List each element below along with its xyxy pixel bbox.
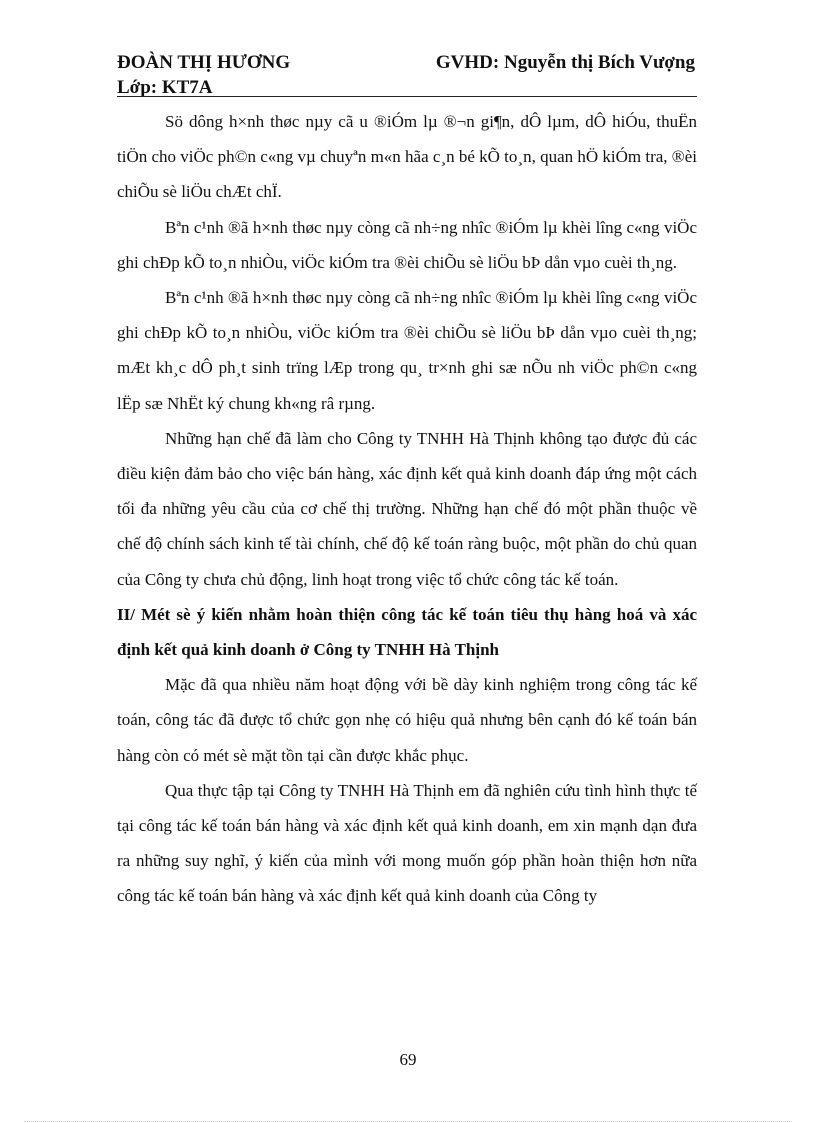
page-number: 69: [399, 1050, 417, 1069]
author-name: ĐOÀN THỊ HƯƠNG: [117, 52, 291, 73]
class-label: Lớp: KT7A: [117, 77, 213, 98]
paragraph: Bªn c¹nh ®ã h×nh thøc nµy còng cã nh÷ng nhîc ®iÓm lµ khèi lîng c«ng viÖc ghi chÐp kÕ to¸n nhiÒu, viÖc kiÓm tra ®èi chiÕu sè liÖu bÞ dån vµo cuèi th¸ng; mÆt kh¸c dÔ ph¸t sinh trïng lÆp trong qu¸ tr×nh ghi sæ nÕu nh viÖc ph©n c«ng lËp sæ NhËt ký chung kh«ng râ rµng.: [117, 288, 697, 413]
paragraph: Sö dông h×nh thøc nµy cã u ®iÓm lµ ®¬n gi¶n, dÔ lµm, dÔ hiÓu, thuËn tiÖn cho viÖc ph©n c«ng vµ chuyªn m«n hãa c¸n bé kÕ to¸n, quan hÖ kiÓm tra, ®èi chiÕu sè liÖu chÆt chÏ.: [117, 112, 697, 202]
paragraph: Qua thực tập tại Công ty TNHH Hà Thịnh em đã nghiên cứu tình hình thực tế tại công tác kế toán bán hàng và xác định kết quả kinh doanh, em xin mạnh dạn đưa ra những suy nghĩ, ý kiến của mình với mong muốn góp phần hoàn thiện hơn nữa công tác kế toán bán hàng và xác định kết quả kinh doanh của Công ty: [117, 780, 697, 906]
paragraph: Bªn c¹nh ®ã h×nh thøc nµy còng cã nh÷ng nhîc ®iÓm lµ khèi lîng c«ng viÖc ghi chÐp kÕ to¸n nhiÒu, viÖc kiÓm tra ®èi chiÕu sè liÖu bÞ dån vµo cuèi th¸ng.: [117, 217, 697, 272]
document-body: [117, 104, 697, 914]
section-heading: II/ Mét sè ý kiến nhằm hoàn thiện công tác kế toán tiêu thụ hàng hoá và xác định kết quả kinh doanh ở Công ty TNHH Hà Thịnh: [117, 604, 697, 660]
page-header: [117, 51, 695, 99]
paragraph: Mặc đã qua nhiều năm hoạt động với bề dày kinh nghiệm trong công tác kế toán, công tác đã được tổ chức gọn nhẹ có hiệu quả nhưng bên cạnh đó kế toán bán hàng còn có mét sè mặt tồn tại cần được khắc phục.: [117, 675, 697, 765]
supervisor-name: GVHD: Nguyễn thị Bích Vượng: [435, 52, 695, 73]
paragraph: Những hạn chế đã làm cho Công ty TNHH Hà Thịnh không tạo được đủ các điều kiện đảm bảo cho việc bán hàng, xác định kết quả kinh doanh đáp ứng một cách tối đa những yêu cầu của cơ chế thị trường. Những hạn chế đó một phần thuộc về chế độ chính sách kinh tế tài chính, chế độ kế toán ràng buộc, một phần do chủ quan của Công ty chưa chủ động, linh hoạt trong việc tổ chức công tác kế toán.: [117, 428, 697, 589]
page-bottom-border: [24, 1121, 792, 1122]
header-top-row: [117, 51, 695, 74]
header-divider: [117, 96, 697, 97]
